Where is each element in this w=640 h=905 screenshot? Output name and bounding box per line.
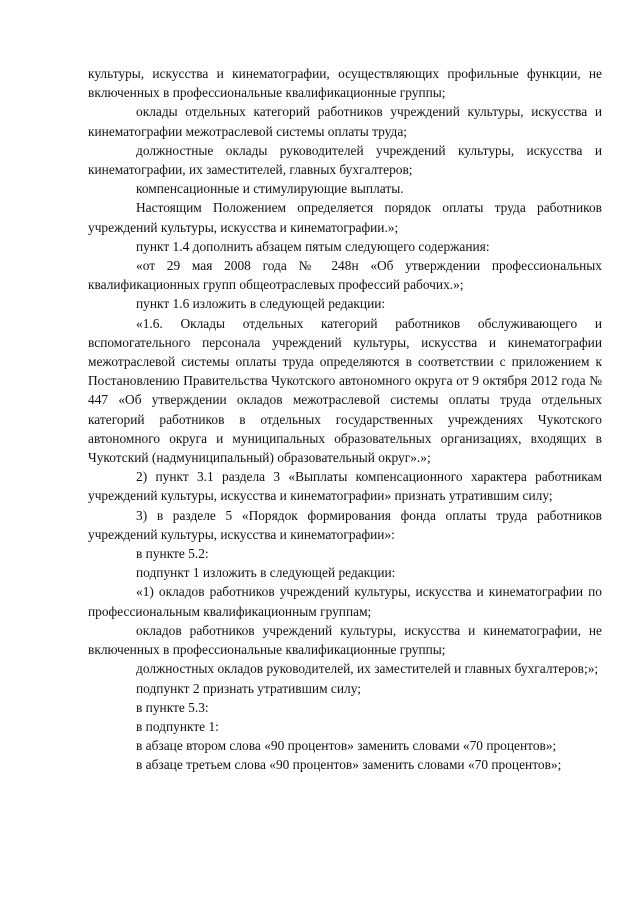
paragraph: должностных окладов руководителей, их заместителей и главных бухгалтеров;»;	[136, 661, 599, 677]
paragraph: в абзаце втором слова «90 процентов» заменить словами «70 процентов»;	[136, 738, 557, 754]
paragraph: «1) окладов работников учреждений культуры, искусства и кинематографии по профессиональным квалификационным группам;	[88, 584, 602, 619]
paragraph: в пункте 5.3:	[136, 699, 209, 715]
paragraph: в подпункте 1:	[136, 718, 219, 734]
paragraph: пункт 1.6 изложить в следующей редакции:	[136, 296, 386, 312]
paragraph: подпункт 1 изложить в следующей редакции:	[136, 565, 396, 581]
paragraph: «1.6. Оклады отдельных категорий работников обслуживающего и вспомогательного персонала учреждений культуры, искусства и кинематографии межотраслевой системы оплаты труда определяются в соответствии с приложением к Постановлению Правительства Чукотского автономного округа от 9 октября 2012 года № 447 «Об утверждении окладов межотраслевой системы оплаты труда отдельных категорий работников в отдельных государственных учреждениях Чукотского автономного округа и муниципальных образовательных организациях, входящих в Чукотский (надмуниципальный) образовательный округ».»;	[88, 315, 602, 466]
paragraph: пункт 1.4 дополнить абзацем пятым следующего содержания:	[136, 238, 490, 254]
paragraph: Настоящим Положением определяется порядок оплаты труда работников учреждений культуры, искусства и кинематографии.»;	[88, 200, 602, 235]
paragraph: окладов работников учреждений культуры, искусства и кинематографии, не включенных в профессиональные квалификационные группы;	[88, 622, 602, 658]
paragraph: оклады отдельных категорий работников учреждений культуры, искусства и кинематографии межотраслевой системы оплаты труда;	[88, 104, 602, 139]
paragraph: в пункте 5.2:	[136, 546, 209, 562]
paragraph: 2) пункт 3.1 раздела 3 «Выплаты компенсационного характера работникам учреждений культуры, искусства и кинематографии» признать утратившим силу;	[88, 469, 602, 504]
paragraph: в абзаце третьем слова «90 процентов» заменить словами «70 процентов»;	[136, 757, 562, 773]
paragraph: «от 29 мая 2008 года № 248н «Об утверждении профессиональных квалификационных групп общеотраслевых профессий рабочих.»;	[88, 258, 602, 293]
paragraph: компенсационные и стимулирующие выплаты.	[136, 181, 404, 197]
document-page	[88, 64, 602, 775]
paragraph: подпункт 2 признать утратившим силу;	[136, 680, 361, 696]
paragraph: 3) в разделе 5 «Порядок формирования фонда оплаты труда работников учреждений культуры, искусства и кинематографии»:	[88, 507, 602, 542]
paragraph: культуры, искусства и кинематографии, осуществляющих профильные функции, не включенных в профессиональные квалификационные группы;	[88, 66, 602, 101]
paragraph: должностные оклады руководителей учреждений культуры, искусства и кинематографии, их заместителей, главных бухгалтеров;	[88, 142, 602, 178]
